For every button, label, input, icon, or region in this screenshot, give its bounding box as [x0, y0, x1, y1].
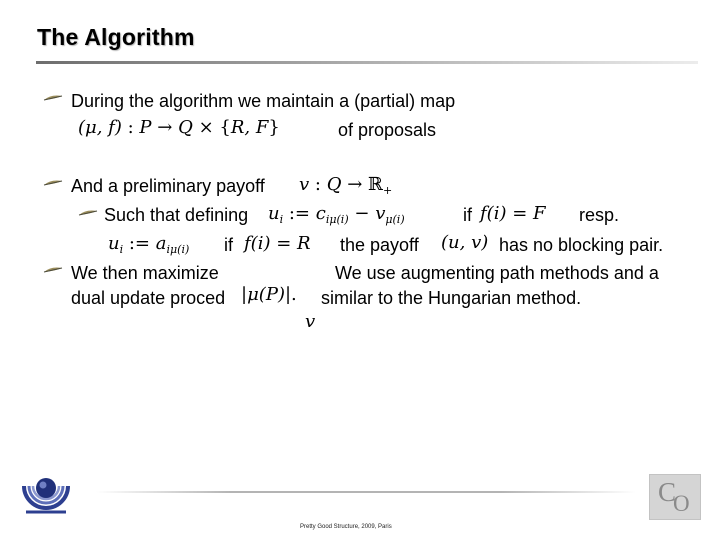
footer-text: Pretty Good Structure, 2009, Paris: [300, 524, 392, 530]
condition-r-formula: f(i) = R: [244, 233, 311, 254]
the-payoff-text: the payoff: [340, 235, 419, 255]
resp-text: resp.: [579, 205, 620, 225]
no-blocking-text: has no blocking pair.: [499, 235, 664, 255]
item-3-dual-update-text: dual update proced: [71, 288, 226, 308]
if-text: if: [463, 205, 472, 225]
co-logo-c: C: [658, 477, 677, 507]
item-3-hungarian-text: similar to the Hungarian method.: [321, 288, 582, 308]
condition-f-formula: f(i) = F: [480, 203, 546, 224]
pair-formula: (u, v): [441, 232, 489, 253]
item-3-text: We then maximize: [71, 263, 219, 283]
feather-bullet-icon: [43, 93, 63, 103]
title-divider: [36, 61, 698, 64]
university-logo-icon: [20, 468, 72, 520]
feather-bullet-icon: [43, 265, 63, 275]
map-formula: (μ, f) : P → Q × {R, F}: [78, 117, 280, 138]
payoff-formula: v : Q → ℝ$_+$: [299, 174, 393, 197]
utility-alt-formula: $u_i$ := $a_{i\mu(i)}$: [108, 233, 190, 256]
variable-v-formula: v: [305, 311, 316, 332]
co-logo-o: O: [673, 491, 690, 516]
utility-definition-formula: $u_i$ := $c_{i\mu(i)} - v_{\mu(i)}$: [268, 203, 405, 226]
slide-title: The Algorithm: [37, 24, 195, 50]
if-text: if: [224, 235, 233, 255]
co-logo: [649, 474, 701, 520]
item-1-proposals-text: of proposals: [338, 120, 437, 140]
cardinality-formula: |μ(P)|.: [241, 284, 297, 305]
sub-item-text: Such that defining: [104, 205, 249, 225]
feather-bullet-icon: [78, 208, 98, 218]
item-3-augmenting-text: We use augmenting path methods and a: [335, 263, 659, 283]
feather-bullet-icon: [43, 178, 63, 188]
item-1-text: During the algorithm we maintain a (partial) map: [71, 91, 456, 111]
item-2-text: And a preliminary payoff: [71, 176, 265, 196]
footer-divider: [96, 491, 636, 493]
